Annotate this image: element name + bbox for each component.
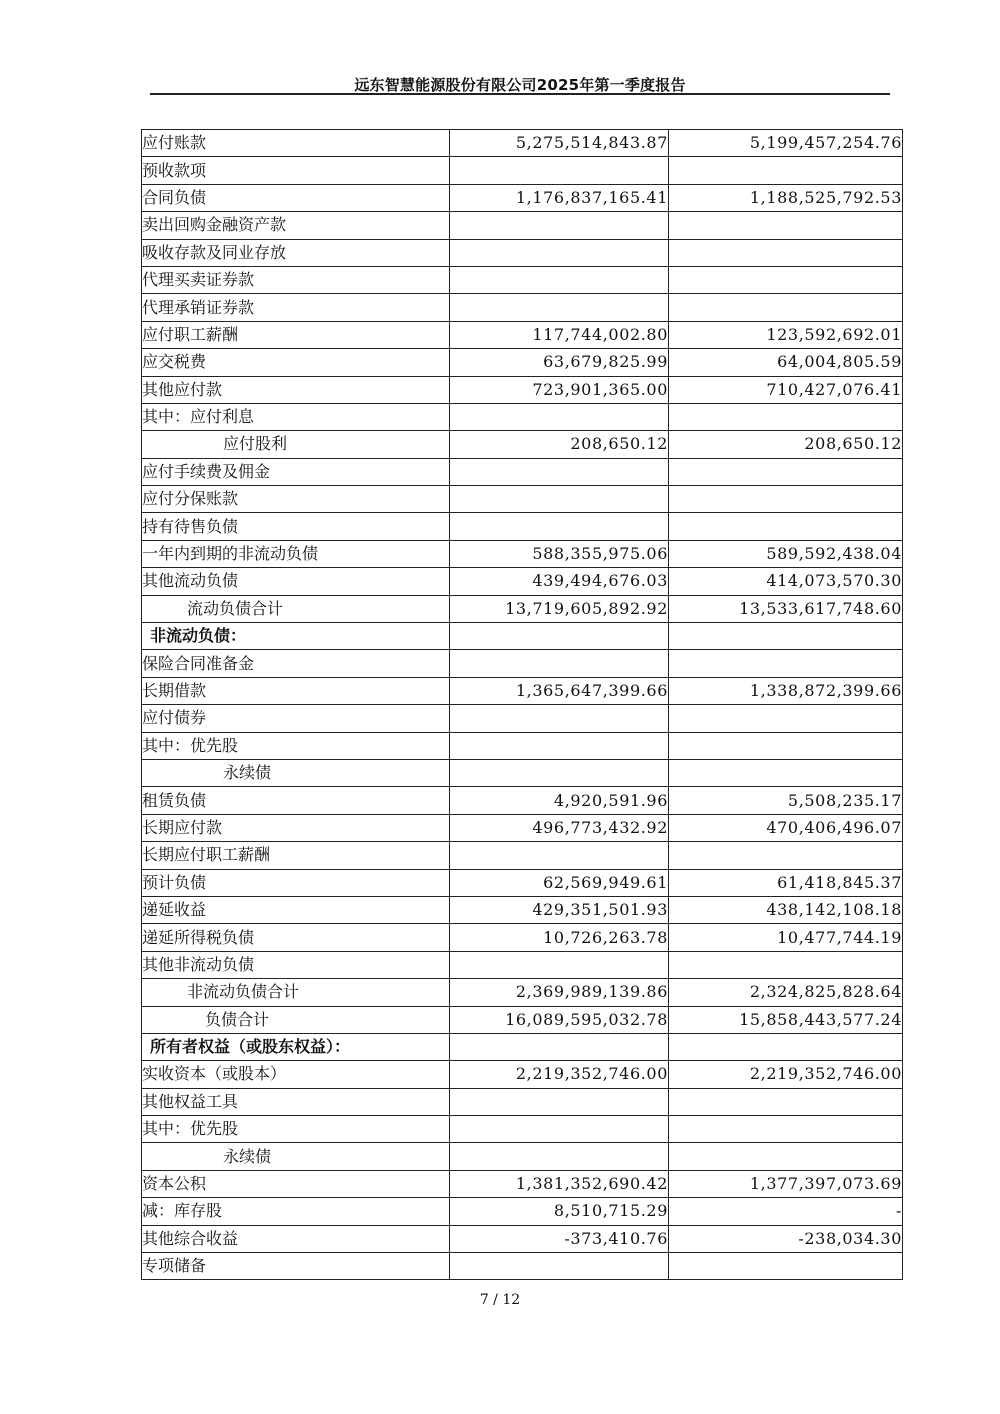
- table-row: [142, 486, 903, 513]
- prior-year-end-value-cell: 123,592,692.01: [669, 321, 903, 348]
- period-end-value-cell: 2,219,352,746.00: [450, 1061, 669, 1088]
- prior-year-end-value-cell: [669, 212, 903, 239]
- line-item-label: 专项储备: [142, 1253, 450, 1280]
- table-row: [142, 705, 903, 732]
- table-row: [142, 157, 903, 184]
- table-row: [142, 787, 903, 814]
- table-row: [142, 1198, 903, 1225]
- table-row: [142, 979, 903, 1006]
- page-number: 7 / 12: [479, 1292, 521, 1308]
- line-item-label: 减：库存股: [142, 1198, 450, 1225]
- period-end-value-cell: 5,275,514,843.87: [450, 130, 669, 157]
- section-heading-cell: 所有者权益（或股东权益）：: [142, 1033, 450, 1060]
- line-item-label: 资本公积: [142, 1170, 450, 1197]
- prior-year-end-value-cell: 710,427,076.41: [669, 376, 903, 403]
- line-item-label: 其他综合收益: [142, 1225, 450, 1252]
- period-end-value-cell: [450, 1116, 669, 1143]
- line-item-label: 预计负债: [142, 869, 450, 896]
- period-end-value-cell: [450, 403, 669, 430]
- period-end-value-cell: 723,901,365.00: [450, 376, 669, 403]
- prior-year-end-value-cell: [669, 1253, 903, 1280]
- balance-sheet-body: [142, 130, 903, 1280]
- line-item-label: 应交税费: [142, 349, 450, 376]
- period-end-value-cell: 117,744,002.80: [450, 321, 669, 348]
- period-end-value-cell: 62,569,949.61: [450, 869, 669, 896]
- line-item-label: 其他应付款: [142, 376, 450, 403]
- prior-year-end-value-cell: 5,508,235.17: [669, 787, 903, 814]
- line-item-label: 其他流动负债: [142, 568, 450, 595]
- line-item-label: 实收资本（或股本）: [142, 1061, 450, 1088]
- prior-year-end-value-cell: [669, 239, 903, 266]
- line-item-label: 递延所得税负债: [142, 924, 450, 951]
- table-row: [142, 321, 903, 348]
- prior-year-end-value-cell: [669, 650, 903, 677]
- table-row: [142, 842, 903, 869]
- period-end-value-cell: 63,679,825.99: [450, 349, 669, 376]
- period-end-value-cell: [450, 732, 669, 759]
- table-row: [142, 239, 903, 266]
- table-row: [142, 431, 903, 458]
- prior-year-end-value-cell: [669, 403, 903, 430]
- prior-year-end-value-cell: 1,377,397,073.69: [669, 1170, 903, 1197]
- line-item-label: 其中：应付利息: [142, 403, 450, 430]
- table-row: [142, 1253, 903, 1280]
- table-row: [142, 1061, 903, 1088]
- table-row: [142, 1225, 903, 1252]
- table-row: [142, 951, 903, 978]
- line-item-label: 持有待售负债: [142, 513, 450, 540]
- prior-year-end-value-cell: [669, 732, 903, 759]
- line-item-label: 永续债: [142, 1143, 450, 1170]
- table-row: [142, 266, 903, 293]
- period-end-value-cell: [450, 458, 669, 485]
- table-row: [142, 568, 903, 595]
- period-end-value-cell: 4,920,591.96: [450, 787, 669, 814]
- line-item-label: 吸收存款及同业存放: [142, 239, 450, 266]
- period-end-value-cell: [450, 842, 669, 869]
- prior-year-end-value-cell: 64,004,805.59: [669, 349, 903, 376]
- table-row: [142, 184, 903, 211]
- line-item-label: 合同负债: [142, 184, 450, 211]
- table-row: [142, 1143, 903, 1170]
- prior-year-end-value-cell: [669, 513, 903, 540]
- table-row: [142, 376, 903, 403]
- table-row: [142, 458, 903, 485]
- line-item-label: 长期借款: [142, 677, 450, 704]
- prior-year-end-value-cell: 10,477,744.19: [669, 924, 903, 951]
- period-end-value-cell: [450, 705, 669, 732]
- period-end-value-cell: 8,510,715.29: [450, 1198, 669, 1225]
- table-row: [142, 896, 903, 923]
- prior-year-end-value-cell: 15,858,443,577.24: [669, 1006, 903, 1033]
- line-item-label: 代理承销证券款: [142, 294, 450, 321]
- prior-year-end-value-cell: [669, 705, 903, 732]
- prior-year-end-value-cell: [669, 1088, 903, 1115]
- period-end-value-cell: 439,494,676.03: [450, 568, 669, 595]
- line-item-label: 其他权益工具: [142, 1088, 450, 1115]
- header-divider: [150, 93, 890, 95]
- period-end-value-cell: 208,650.12: [450, 431, 669, 458]
- prior-year-end-value-cell: [669, 157, 903, 184]
- table-row: [142, 1006, 903, 1033]
- prior-year-end-value-cell: [669, 1116, 903, 1143]
- prior-year-end-value-cell: [669, 842, 903, 869]
- prior-year-end-value-cell: 1,188,525,792.53: [669, 184, 903, 211]
- period-end-value-cell: [450, 650, 669, 677]
- period-end-value-cell: [450, 239, 669, 266]
- line-item-label: 保险合同准备金: [142, 650, 450, 677]
- table-row: [142, 869, 903, 896]
- prior-year-end-value-cell: 13,533,617,748.60: [669, 595, 903, 622]
- prior-year-end-value-cell: [669, 951, 903, 978]
- line-item-label: 长期应付职工薪酬: [142, 842, 450, 869]
- period-end-value-cell: 10,726,263.78: [450, 924, 669, 951]
- table-row: [142, 814, 903, 841]
- period-end-value-cell: [450, 1253, 669, 1280]
- line-item-label: 永续债: [142, 759, 450, 786]
- period-end-value-cell: 16,089,595,032.78: [450, 1006, 669, 1033]
- prior-year-end-value-cell: 438,142,108.18: [669, 896, 903, 923]
- period-end-value-cell: [450, 212, 669, 239]
- period-end-value-cell: [450, 294, 669, 321]
- line-item-label: 长期应付款: [142, 814, 450, 841]
- line-item-label: 应付债券: [142, 705, 450, 732]
- prior-year-end-value-cell: [669, 623, 903, 650]
- prior-year-end-value-cell: [669, 759, 903, 786]
- prior-year-end-value-cell: [669, 294, 903, 321]
- period-end-value-cell: 2,369,989,139.86: [450, 979, 669, 1006]
- period-end-value-cell: [450, 486, 669, 513]
- period-end-value-cell: 1,381,352,690.42: [450, 1170, 669, 1197]
- table-row: [142, 924, 903, 951]
- prior-year-end-value-cell: 470,406,496.07: [669, 814, 903, 841]
- prior-year-end-value-cell: 2,219,352,746.00: [669, 1061, 903, 1088]
- line-item-label: 代理买卖证券款: [142, 266, 450, 293]
- prior-year-end-value-cell: [669, 266, 903, 293]
- table-row: [142, 677, 903, 704]
- period-end-value-cell: 1,365,647,399.66: [450, 677, 669, 704]
- line-item-label: 应付手续费及佣金: [142, 458, 450, 485]
- table-row: [142, 294, 903, 321]
- prior-year-end-value-cell: 61,418,845.37: [669, 869, 903, 896]
- prior-year-end-value-cell: 414,073,570.30: [669, 568, 903, 595]
- line-item-label: 一年内到期的非流动负债: [142, 540, 450, 567]
- prior-year-end-value-cell: -: [669, 1198, 903, 1225]
- period-end-value-cell: -373,410.76: [450, 1225, 669, 1252]
- period-end-value-cell: 429,351,501.93: [450, 896, 669, 923]
- line-item-label: 非流动负债合计: [142, 979, 450, 1006]
- balance-sheet-table: [141, 129, 903, 1280]
- table-row: [142, 1116, 903, 1143]
- period-end-value-cell: 13,719,605,892.92: [450, 595, 669, 622]
- table-row: [142, 513, 903, 540]
- table-row: [142, 759, 903, 786]
- line-item-label: 卖出回购金融资产款: [142, 212, 450, 239]
- period-end-value-cell: [450, 951, 669, 978]
- line-item-label: 应付职工薪酬: [142, 321, 450, 348]
- section-heading-cell: 非流动负债：: [142, 623, 450, 650]
- table-row: [142, 1033, 903, 1060]
- line-item-label: 应付分保账款: [142, 486, 450, 513]
- line-item-label: 负债合计: [142, 1006, 450, 1033]
- table-row: [142, 212, 903, 239]
- report-header-title: 远东智慧能源股份有限公司2025年第一季度报告: [354, 76, 686, 94]
- table-row: [142, 732, 903, 759]
- table-row: [142, 623, 903, 650]
- table-row: [142, 130, 903, 157]
- table-row: [142, 403, 903, 430]
- prior-year-end-value-cell: 589,592,438.04: [669, 540, 903, 567]
- line-item-label: 其中：优先股: [142, 1116, 450, 1143]
- line-item-label: 应付账款: [142, 130, 450, 157]
- line-item-label: 预收款项: [142, 157, 450, 184]
- period-end-value-cell: 1,176,837,165.41: [450, 184, 669, 211]
- prior-year-end-value-cell: 5,199,457,254.76: [669, 130, 903, 157]
- line-item-label: 流动负债合计: [142, 595, 450, 622]
- line-item-label: 递延收益: [142, 896, 450, 923]
- table-row: [142, 1088, 903, 1115]
- table-row: [142, 540, 903, 567]
- prior-year-end-value-cell: 2,324,825,828.64: [669, 979, 903, 1006]
- period-end-value-cell: [450, 1033, 669, 1060]
- period-end-value-cell: [450, 157, 669, 184]
- period-end-value-cell: [450, 759, 669, 786]
- period-end-value-cell: [450, 513, 669, 540]
- prior-year-end-value-cell: -238,034.30: [669, 1225, 903, 1252]
- line-item-label: 应付股利: [142, 431, 450, 458]
- period-end-value-cell: [450, 266, 669, 293]
- prior-year-end-value-cell: [669, 1143, 903, 1170]
- period-end-value-cell: [450, 623, 669, 650]
- table-row: [142, 349, 903, 376]
- line-item-label: 其中：优先股: [142, 732, 450, 759]
- prior-year-end-value-cell: [669, 458, 903, 485]
- line-item-label: 租赁负债: [142, 787, 450, 814]
- period-end-value-cell: 588,355,975.06: [450, 540, 669, 567]
- table-row: [142, 1170, 903, 1197]
- prior-year-end-value-cell: 1,338,872,399.66: [669, 677, 903, 704]
- table-row: [142, 595, 903, 622]
- prior-year-end-value-cell: 208,650.12: [669, 431, 903, 458]
- prior-year-end-value-cell: [669, 486, 903, 513]
- table-row: [142, 650, 903, 677]
- period-end-value-cell: [450, 1088, 669, 1115]
- prior-year-end-value-cell: [669, 1033, 903, 1060]
- line-item-label: 其他非流动负债: [142, 951, 450, 978]
- period-end-value-cell: 496,773,432.92: [450, 814, 669, 841]
- period-end-value-cell: [450, 1143, 669, 1170]
